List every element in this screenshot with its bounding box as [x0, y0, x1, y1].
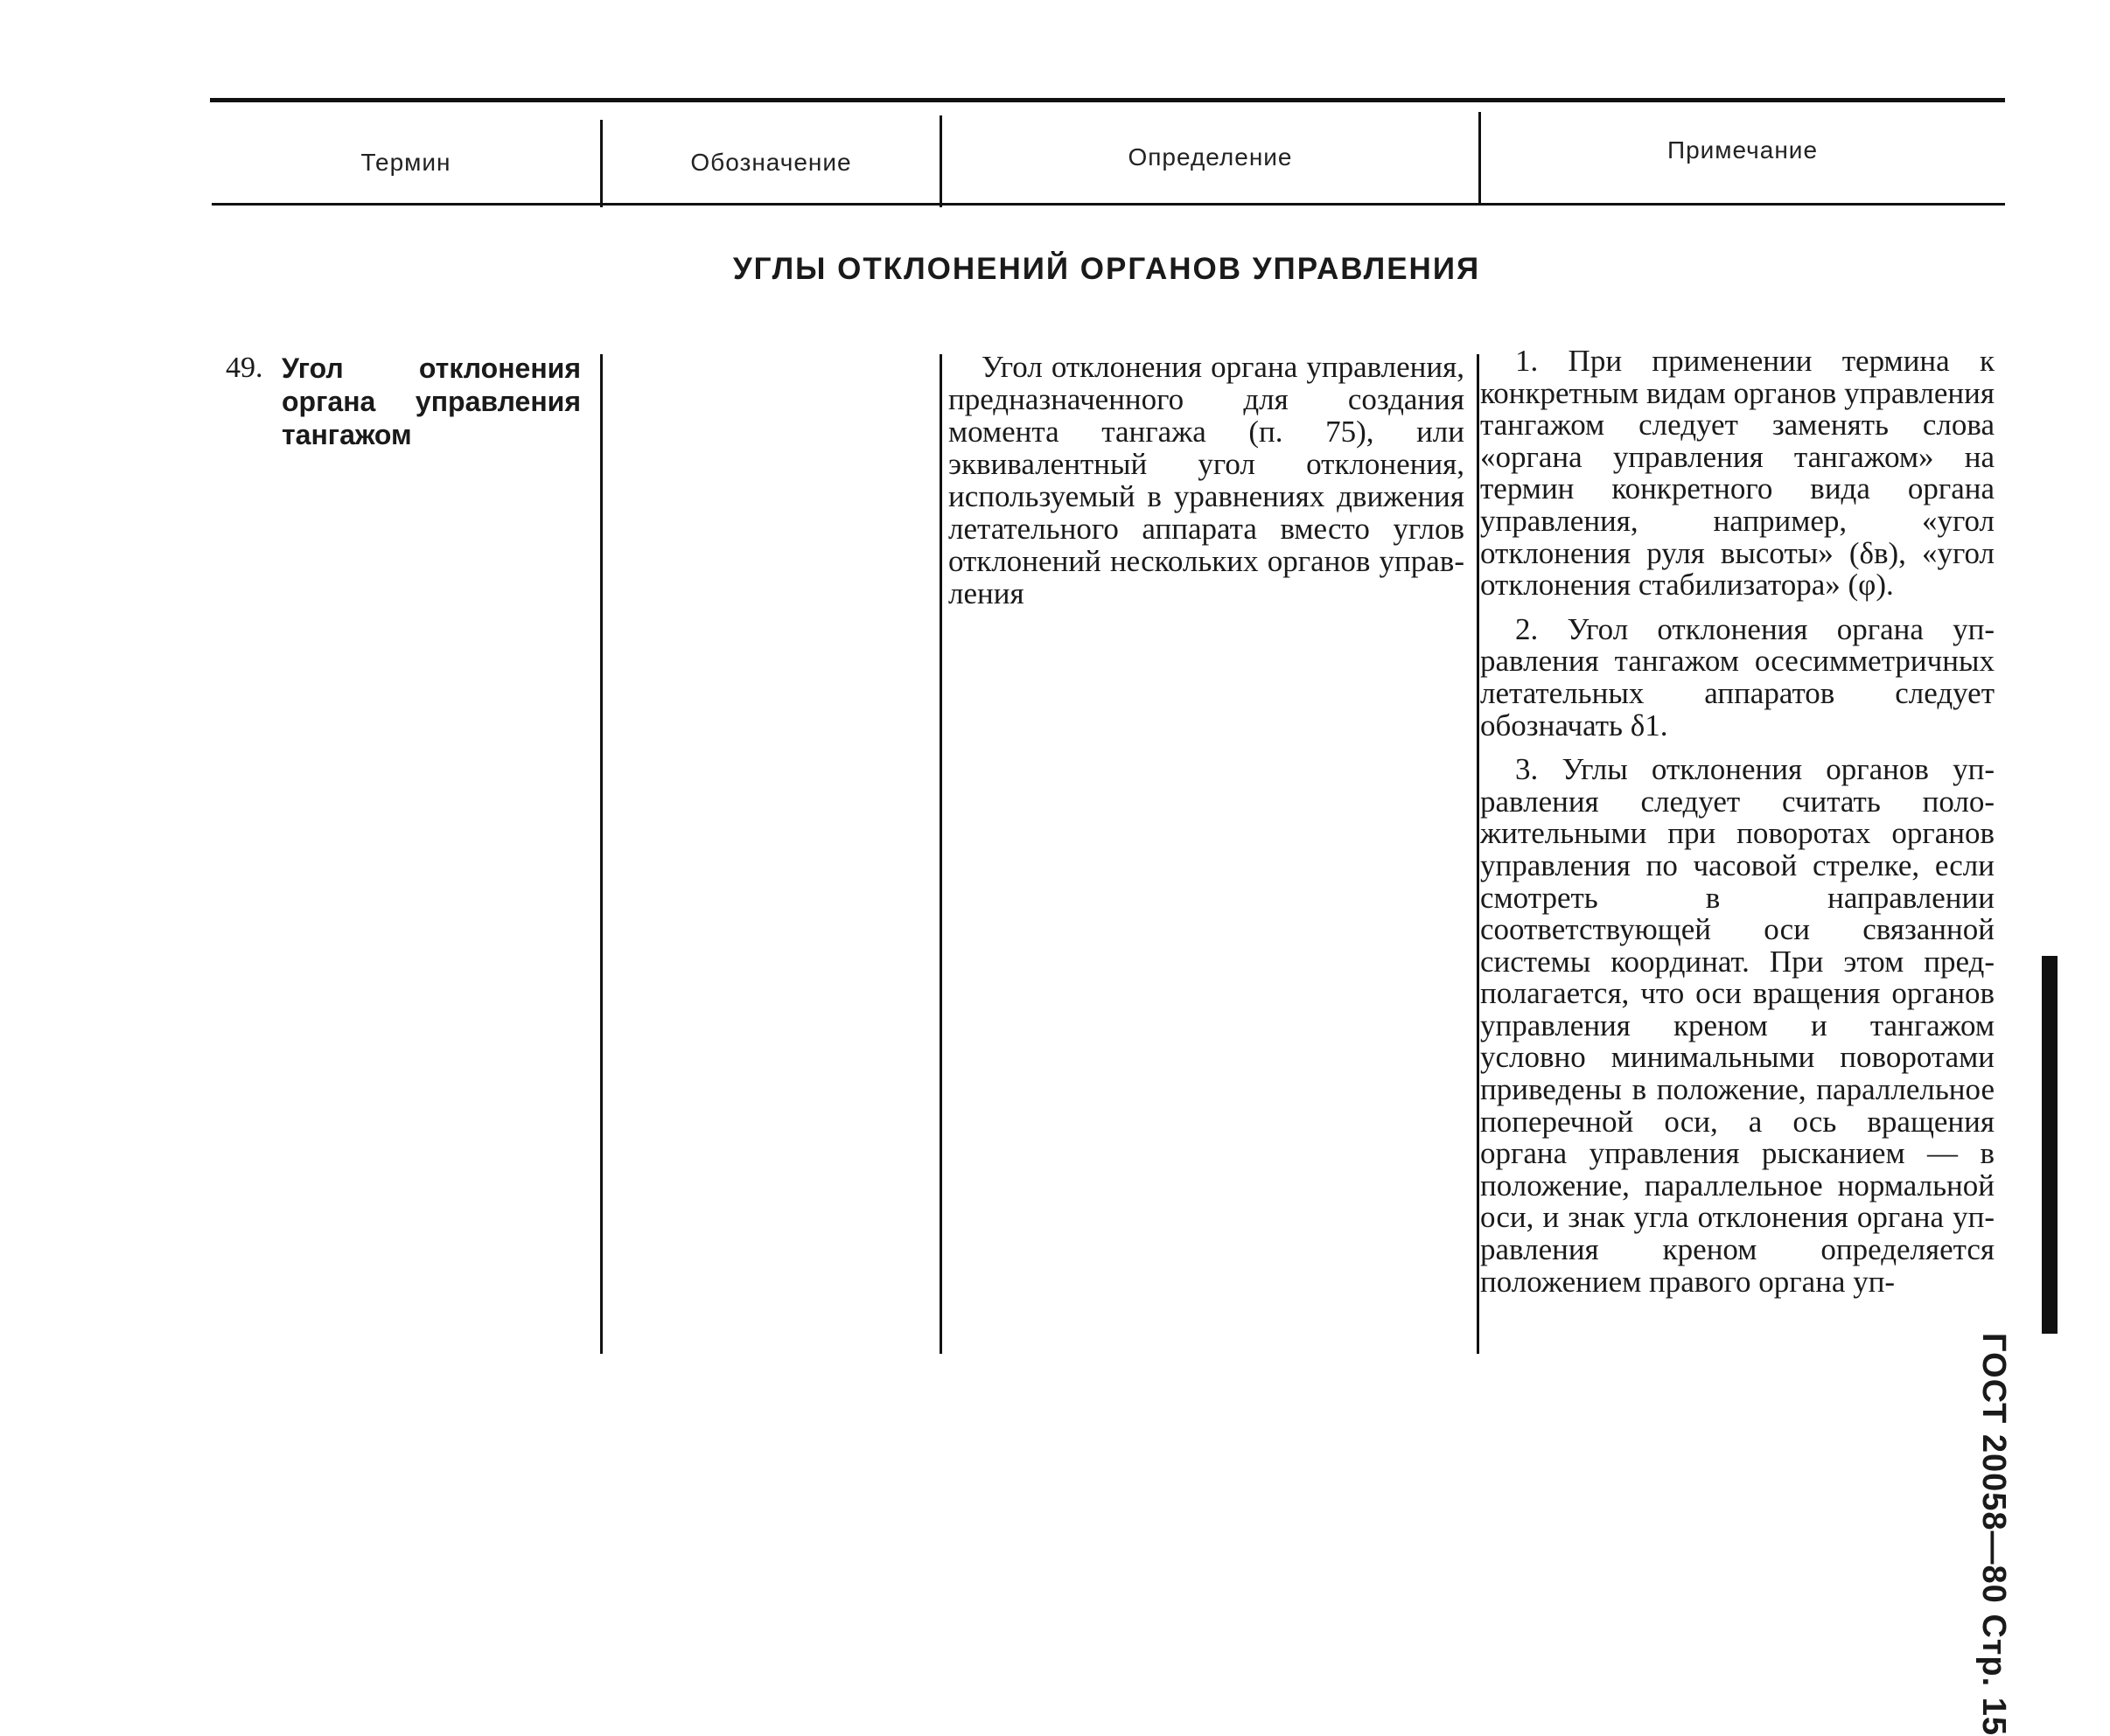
- page-label-bar: [2042, 956, 2058, 1334]
- body-col-separator-1: [600, 354, 603, 1354]
- entry-number: 49.: [226, 352, 263, 384]
- header-designation: Обозначение: [690, 149, 852, 176]
- page-label: ГОСТ 20058—80 Стр. 15: [1975, 1333, 2012, 1736]
- note-item: 1. При применении термина к конкретным видам органов управления тангажом следует заменять слова «органа управления тангажом» на термин конкретного вида органа управления, например, «угол отклонения руля высоты» (δв), «угол отклонения стабилизатора» (φ).: [1480, 344, 1995, 603]
- header-term: Термин: [360, 149, 451, 176]
- entry-definition: Угол отклонения органа управления, предназначенного для создания момента тангажа (п. 75), или эквивалентный угол отклонения, используемый в уравнениях движения летательного аппарата вместо углов отклонений нескольких органов управления: [948, 350, 1464, 610]
- section-title: УГЛЫ ОТКЛОНЕНИЙ ОРГАНОВ УПРАВЛЕНИЯ: [732, 252, 1481, 286]
- entry-term: Угол отклонения органа управления тангажом: [282, 352, 581, 450]
- header-definition: Определение: [1128, 143, 1293, 171]
- body-col-separator-3: [1477, 354, 1479, 1354]
- header-top-rule: [210, 98, 2005, 102]
- header-bottom-rule: [212, 203, 2005, 206]
- entry-notes: [1480, 345, 1995, 1298]
- body-col-separator-2: [940, 354, 942, 1354]
- header-note: Примечание: [1666, 136, 1819, 164]
- note-item: 2. Угол отклонения органа управления тангажом осесимметричных летательных аппаратов следует обозначать δ1.: [1480, 611, 1995, 743]
- note-item: 3. Углы отклонения органов управления следует считать положительными при поворотах органов управления по часовой стрелке, если смотреть в направлении соответствующей оси связанной системы координат. При этом предполагается, что оси вращения органов управления креном и тангажом условно минимальными поворотами приведены в положение, параллельное поперечной оси, а ось вращения органа управления рысканием — в положение, параллельное нормальной оси, и знак угла отклонения органа управления креном определяется положением правого органа уп-: [1480, 752, 1995, 1299]
